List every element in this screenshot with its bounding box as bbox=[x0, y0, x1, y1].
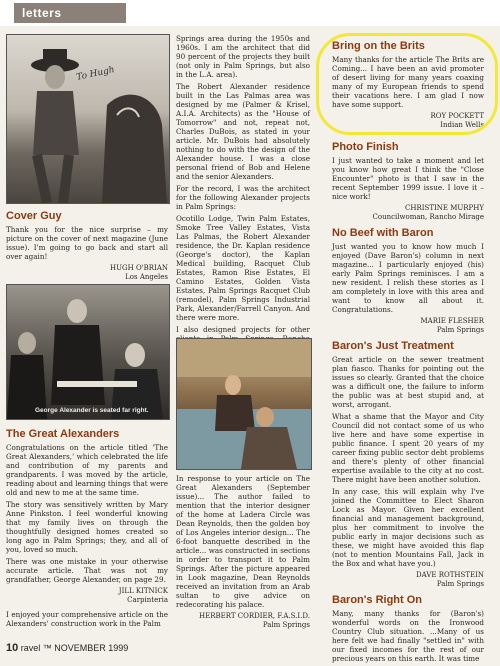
treatment-p2: What a shame that the Mayor and City Council did not contact some of us who live here and have some expertise in public finance. I spent 20 years of my career fixing public sector debt problems and there's plenty of other financial expertise available to the city at no cost. There might have been another solution. bbox=[332, 412, 484, 484]
photo-finish-place: Councilwoman, Rancho Mirage bbox=[372, 212, 484, 221]
no-beef-name: MARIE FLESHER bbox=[420, 317, 484, 325]
right-on-heading: Baron's Right On bbox=[332, 594, 423, 606]
krisel-p3: For the record, I was the architect for the following Alexander projects in Palm Springs: bbox=[176, 184, 310, 211]
treatment-place: Palm Springs bbox=[436, 579, 484, 588]
treatment-name: DAVE ROTHSTEIN bbox=[416, 571, 484, 579]
cordier-name: HERBERT CORDIER, F.A.S.I.D. bbox=[199, 612, 310, 620]
great-alexanders-place: Carpinteria bbox=[127, 595, 168, 604]
brits-place: Indian Wells bbox=[440, 120, 484, 129]
great-alexanders-p1: Congratulations on the article titled 'The Great Alexanders,' which celebrated the life and contribution of my parents and grandparents. I was moved by the article, reading about and learning things that were old and new to me at the same time. bbox=[6, 443, 169, 497]
krisel-p2: The Robert Alexander residence built in the Las Palmas area was designed by me (Palmer & Krisel, A.I.A. Architects) as the "House of Tomorrow" and not, repeat not, Charles DuBois, as stated in your article. Mr. DuBois had absolutely nothing to do with the design of the Alexander house. I was a close personal friend of Bob and Helene and the senior Alexanders. bbox=[176, 82, 310, 181]
great-alexanders-p4: I enjoyed your comprehensive article on the Alexanders' construction work in the Palm bbox=[6, 610, 168, 628]
photo-caption: George Alexander is seated far right. bbox=[35, 407, 149, 414]
cowboy-photo bbox=[6, 34, 170, 204]
great-alexanders-name: JILL KITNICK bbox=[118, 587, 168, 595]
treatment-p1: Great article on the sewer treatment plan fiasco. Thanks for pointing out the issues so clearly. Granted that the choice was a difficult one, the failure to inform the public was at best stupid and, at worst, arrogant. bbox=[332, 355, 484, 409]
cover-guy-name: HUGH O'BRIAN bbox=[110, 264, 168, 272]
no-beef-place: Palm Springs bbox=[436, 325, 484, 334]
treatment-p3: In any case, this will explain why I've joined the Committee to Elect Sharon Lock as Mayor. Given her excellent financial and management background, plus her commitment to involve the public early in major decisions such as these, we might have avoided this flap (not to mention Mountains Fall, Jack in the Box and what have you.) bbox=[332, 487, 484, 568]
pool-photo bbox=[176, 338, 312, 470]
photo-finish-heading: Photo Finish bbox=[332, 141, 399, 153]
photo-finish-name: CHRISTINE MURPHY bbox=[405, 204, 484, 212]
photo-finish-body: I just wanted to take a moment and let you know how great I think the "Close Encounter" photo is that I saw in the recent September 1999 issue. I love it – nice work! bbox=[332, 156, 484, 201]
highlight-circle bbox=[316, 33, 498, 135]
svg-text:To Hugh: To Hugh bbox=[75, 65, 116, 83]
alexander-photo bbox=[6, 284, 170, 420]
brits-body: Many thanks for the article The Brits are Coming... I have been an avid promoter of desert living for many years coaxing many of my European friends to spend their vacations here. I am glad I now have some support. bbox=[332, 55, 484, 109]
cover-guy-body: Thank you for the nice surprise – my picture on the cover of next magazine (June issue). I'm going to go back and start all over again! bbox=[6, 225, 168, 261]
cordier-body: In response to your article on The Great Alexanders (September issue)... The author failed to mention that the interior designer of the home at Ladera Circle was Dean Reynolds, then the golden boy of Los Angeles interior design... The 6-foot banquette described in the article... was constructed in sections in order to transport it to Palm Springs. After the picture appeared in Look magazine, Dean Reynolds received an invitation from an Arab sultan to give advice on redecorating his palace. bbox=[176, 474, 310, 609]
krisel-p1: Springs area during the 1950s and 1960s. I am the architect that did 90 percent of the projects they built (not only in Palm Springs, but also in the L.A. area). bbox=[176, 34, 310, 79]
brits-name: ROY POCKETT bbox=[430, 112, 484, 120]
krisel-p4: Ocotillo Lodge, Twin Palm Estates, Smoke Tree Valley Estates, Vista Las Palmas, the Robert Alexander residence, the Dr. Kaplan residence (George's doctor), the Kaplan Medical building, Racquet Club Estates, Ramon Rise Estates, El Camino Estates, Golden Vista Estates, Palm Springs Racquet Club (remodel), Palm Springs Industrial Park, Alexander/Farrell Canyon. And there were more. bbox=[176, 214, 310, 322]
great-alexanders-p2: The story was sensitively written by Mary Anne Pinkston. I feel wonderful knowing that my family lives on through the thoughtfully designed homes created so long ago in Palm Springs; they, and all of you, loved so much. bbox=[6, 500, 168, 554]
krisel-p5: I also designed projects for other bbox=[176, 325, 310, 334]
brits-heading: Bring on the Brits bbox=[332, 40, 425, 52]
cover-guy-place: Los Angeles bbox=[125, 272, 168, 281]
cowboy-figure bbox=[7, 35, 169, 203]
no-beef-body: Just wanted you to know how much I enjoyed (Dave Baron's) column in next magazine... I particularly enjoyed (his) early Palm Springs reminisces. I am a new resident. I relish these stories as I am completely in love with this area and want to know all about it. Congratulations. bbox=[332, 242, 484, 314]
issue-label: ravel ™ NOVEMBER 1999 bbox=[20, 643, 129, 653]
right-on-body: Many, many thanks for (Baron's) wonderful words on the Ironwood Country Club situation. ...Many of us here felt we had finally "settled in" with our fixed incomes for the rest of our precious years on this earth. It was time bbox=[332, 609, 484, 663]
page-footer bbox=[6, 642, 128, 654]
page-header bbox=[0, 0, 500, 26]
treatment-heading: Baron's Just Treatment bbox=[332, 340, 454, 352]
great-alexanders-p3: There was one mistake in your otherwise accurate article. That was not my grandfather, George Alexander, on page 29. bbox=[6, 557, 168, 584]
great-alexanders-heading: The Great Alexanders bbox=[6, 428, 120, 440]
page-number: 10 bbox=[6, 642, 19, 654]
no-beef-heading: No Beef with Baron bbox=[332, 227, 434, 239]
cover-guy-heading: Cover Guy bbox=[6, 210, 62, 222]
cordier-place: Palm Springs bbox=[262, 620, 310, 629]
section-tab: letters bbox=[14, 3, 126, 23]
